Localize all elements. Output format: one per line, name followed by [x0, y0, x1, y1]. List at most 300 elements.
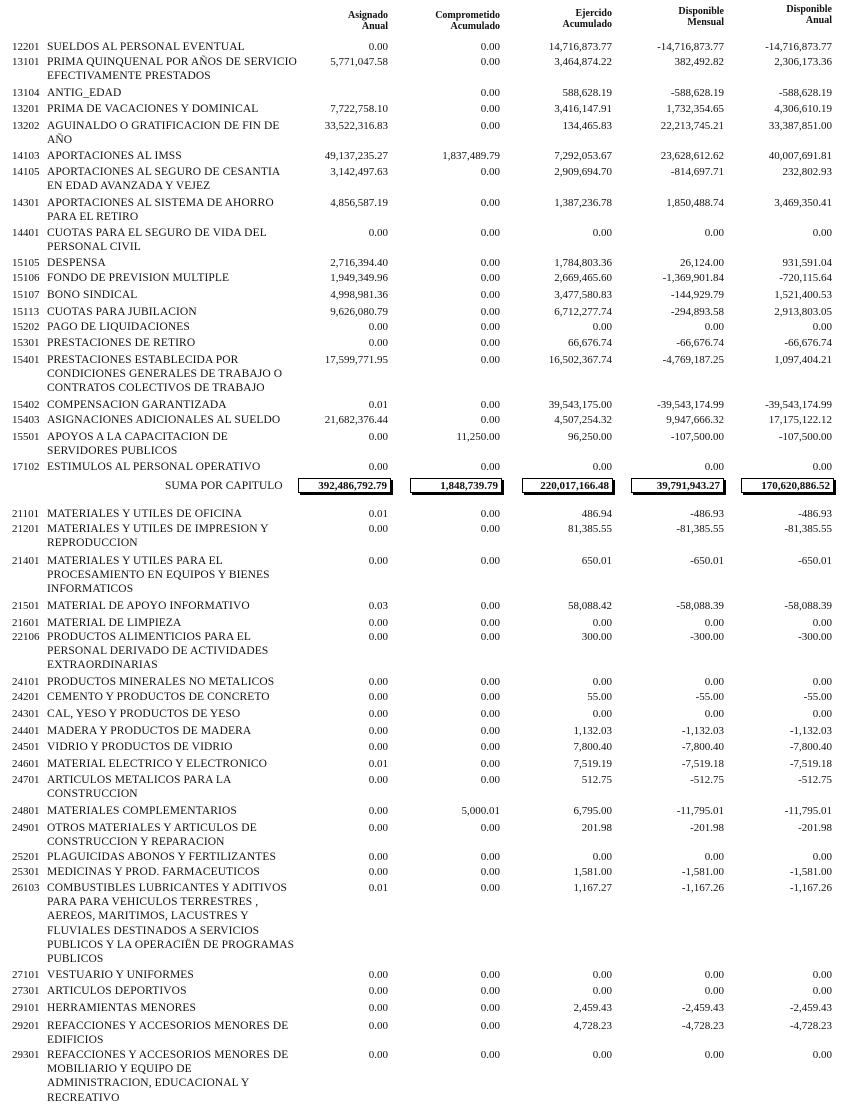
account-code: 24301 [12, 708, 40, 720]
disponible-mensual-value: -588,628.19 [670, 87, 724, 99]
comprometido-value: 0.00 [480, 882, 500, 894]
comprometido-value: 0.00 [480, 103, 500, 115]
account-code: 14401 [12, 227, 40, 239]
asignado-value: 21,682,376.44 [324, 414, 388, 426]
ejercido-value: 0.00 [592, 676, 612, 688]
account-code: 15106 [12, 272, 40, 284]
disponible-anual-value: -14,716,873.77 [765, 41, 832, 53]
disponible-anual-value: 2,306,173.36 [774, 56, 832, 68]
account-name: AGUINALDO O GRATIFICACION DE FIN DE AÑO [47, 120, 280, 147]
disponible-anual-value: 0.00 [812, 1049, 832, 1061]
disponible-anual-value: 33,387,851.00 [768, 120, 832, 132]
account-code: 25201 [12, 851, 40, 863]
disponible-anual-value: 40,007,691.81 [768, 150, 832, 162]
ejercido-value: 2,669,465.60 [554, 272, 612, 284]
disponible-mensual-value: -7,519.18 [681, 758, 724, 770]
total-label: SUMA POR CAPITULO [165, 480, 283, 492]
ejercido-value: 0.00 [592, 851, 612, 863]
comprometido-value: 0.00 [480, 461, 500, 473]
comprometido-value: 0.00 [480, 166, 500, 178]
comprometido-value: 0.00 [480, 272, 500, 284]
disponible-mensual-value: -814,697.71 [670, 166, 724, 178]
comprometido-value: 0.00 [480, 985, 500, 997]
account-code: 15105 [12, 257, 40, 269]
asignado-value: 4,856,587.19 [330, 197, 388, 209]
disponible-mensual-value: 0.00 [704, 676, 724, 688]
account-name: ESTIMULOS AL PERSONAL OPERATIVO [47, 461, 261, 473]
ejercido-value: 1,132.03 [573, 725, 612, 737]
account-code: 13101 [12, 56, 40, 68]
comprometido-value: 0.00 [480, 321, 500, 333]
account-code: 15501 [12, 431, 40, 443]
asignado-value: 0.00 [368, 631, 388, 643]
header-line: Asignado [347, 10, 388, 21]
ejercido-value: 0.00 [592, 321, 612, 333]
account-name: MATERIAL DE LIMPIEZA [47, 617, 182, 629]
ejercido-value: 3,416,147.91 [554, 103, 612, 115]
disponible-mensual-value: 1,732,354.65 [666, 103, 724, 115]
header-line: Mensual [687, 17, 724, 28]
ejercido-value: 7,800.40 [573, 741, 612, 753]
comprometido-value: 11,250.00 [456, 431, 500, 443]
ejercido-value: 3,464,874.22 [554, 56, 612, 68]
account-code: 14103 [12, 150, 40, 162]
disponible-mensual-value: -11,795.01 [676, 805, 724, 817]
ejercido-value: 6,795.00 [573, 805, 612, 817]
account-name: CUOTAS PARA JUBILACION [47, 306, 197, 318]
asignado-value: 49,137,235.27 [324, 150, 388, 162]
asignado-value: 0.00 [368, 41, 388, 53]
disponible-anual-value: -512.75 [798, 774, 832, 786]
asignado-value: 0.00 [368, 866, 388, 878]
header-line: Acumulado [450, 21, 500, 32]
comprometido-value: 0.00 [480, 617, 500, 629]
asignado-value: 0.00 [368, 822, 388, 834]
comprometido-value: 0.00 [480, 523, 500, 535]
account-name: OTROS MATERIALES Y ARTICULOS DE CONSTRUCCION Y REPARACION [47, 822, 257, 849]
disponible-anual-value: -7,519.18 [789, 758, 832, 770]
ejercido-value: 2,909,694.70 [554, 166, 612, 178]
account-code: 24101 [12, 676, 40, 688]
ejercido-value: 0.00 [592, 227, 612, 239]
asignado-value: 7,722,758.10 [330, 103, 388, 115]
ejercido-value: 39,543,175.00 [548, 399, 612, 411]
ejercido-value: 134,465.83 [562, 120, 612, 132]
asignado-value: 0.01 [368, 508, 388, 520]
account-name: ASIGNACIONES ADICIONALES AL SUELDO [47, 414, 281, 426]
total-disponible-mensual-value: 39,791,943.27 [631, 478, 724, 493]
account-name: APORTACIONES AL SEGURO DE CESANTIA EN EDAD AVANZADA Y VEJEZ [47, 166, 280, 193]
disponible-anual-value: -300.00 [798, 631, 832, 643]
comprometido-value: 0.00 [480, 600, 500, 612]
account-code: 27301 [12, 985, 40, 997]
asignado-value: 0.00 [368, 1049, 388, 1061]
total-asignado-value: 392,486,792.79 [298, 478, 391, 493]
disponible-anual-value: 17,175,122.12 [768, 414, 832, 426]
account-code: 21101 [12, 508, 40, 520]
disponible-mensual-value: -486.93 [690, 508, 724, 520]
comprometido-value: 0.00 [480, 691, 500, 703]
asignado-value: 5,771,047.58 [330, 56, 388, 68]
account-name: ARTICULOS METALICOS PARA LA CONSTRUCCION [47, 774, 231, 801]
ejercido-value: 16,502,367.74 [548, 354, 612, 366]
account-name: MATERIALES Y UTILES DE OFICINA [47, 508, 243, 520]
comprometido-value: 0.00 [480, 969, 500, 981]
comprometido-value: 0.00 [480, 1020, 500, 1032]
disponible-anual-value: 0.00 [812, 461, 832, 473]
disponible-mensual-value: -144,929.79 [670, 289, 724, 301]
account-name: HERRAMIENTAS MENORES [47, 1002, 196, 1014]
disponible-mensual-value: 382,492.82 [674, 56, 724, 68]
asignado-value: 0.00 [368, 431, 388, 443]
account-name: ARTICULOS DEPORTIVOS [47, 985, 187, 997]
comprometido-value: 0.00 [480, 555, 500, 567]
ejercido-value: 1,581.00 [573, 866, 612, 878]
account-name: MATERIALES Y UTILES PARA EL PROCESAMIENTO EN EQUIPOS Y BIENES INFORMATICOS [47, 555, 270, 596]
asignado-value: 0.00 [368, 337, 388, 349]
account-code: 24501 [12, 741, 40, 753]
disponible-anual-value: 1,521,400.53 [774, 289, 832, 301]
asignado-value: 0.01 [368, 882, 388, 894]
asignado-value: 0.00 [368, 321, 388, 333]
comprometido-value: 0.00 [480, 197, 500, 209]
header-line: Acumulado [562, 19, 612, 30]
asignado-value: 0.00 [368, 985, 388, 997]
asignado-value: 0.00 [368, 1002, 388, 1014]
ejercido-value: 96,250.00 [568, 431, 612, 443]
ejercido-value: 0.00 [592, 985, 612, 997]
account-name: MATERIALES COMPLEMENTARIOS [47, 805, 237, 817]
comprometido-value: 0.00 [480, 227, 500, 239]
account-name: DESPENSA [47, 257, 106, 269]
disponible-mensual-value: 0.00 [704, 1049, 724, 1061]
comprometido-value: 0.00 [480, 741, 500, 753]
disponible-mensual-value: -1,369,901.84 [662, 272, 724, 284]
account-code: 15402 [12, 399, 40, 411]
ejercido-value: 0.00 [592, 969, 612, 981]
disponible-mensual-value: -1,167.26 [681, 882, 724, 894]
asignado-value: 0.01 [368, 399, 388, 411]
account-name: COMBUSTIBLES LUBRICANTES Y ADITIVOS PARA PARA VEHICULOS TERRESTRES , AEREOS, MARITIMOS, LACUSTRES Y FLUVIALES DESTINADOS A SERVICIOS PUBLICOS Y LA OPERACIËN DE PROGRAMAS PUBLICOS [47, 882, 295, 966]
comprometido-value: 0.00 [480, 1049, 500, 1061]
asignado-value: 0.00 [368, 676, 388, 688]
disponible-anual-value: 0.00 [812, 617, 832, 629]
comprometido-value: 0.00 [480, 1002, 500, 1014]
disponible-anual-value: 3,469,350.41 [774, 197, 832, 209]
ejercido-value: 58,088.42 [568, 600, 612, 612]
asignado-value: 2,716,394.40 [330, 257, 388, 269]
account-code: 14105 [12, 166, 40, 178]
ejercido-value: 4,507,254.32 [554, 414, 612, 426]
asignado-value: 0.00 [368, 805, 388, 817]
account-name: PAGO DE LIQUIDACIONES [47, 321, 190, 333]
disponible-mensual-value: -512.75 [690, 774, 724, 786]
account-code: 21201 [12, 523, 40, 535]
disponible-anual-value: -107,500.00 [778, 431, 832, 443]
disponible-anual-value: -55.00 [803, 691, 832, 703]
ejercido-value: 588,628.19 [562, 87, 612, 99]
disponible-mensual-value: -1,132.03 [681, 725, 724, 737]
account-code: 15403 [12, 414, 40, 426]
asignado-value: 0.00 [368, 774, 388, 786]
asignado-value: 9,626,080.79 [330, 306, 388, 318]
disponible-mensual-value: -1,581.00 [681, 866, 724, 878]
account-name: CUOTAS PARA EL SEGURO DE VIDA DEL PERSONAL CIVIL [47, 227, 267, 254]
account-name: MATERIAL ELECTRICO Y ELECTRONICO [47, 758, 268, 770]
comprometido-value: 0.00 [480, 414, 500, 426]
account-name: ANTIG_EDAD [47, 87, 122, 99]
account-name: PRODUCTOS MINERALES NO METALICOS [47, 676, 275, 688]
disponible-mensual-value: 0.00 [704, 321, 724, 333]
account-name: PLAGUICIDAS ABONOS Y FERTILIZANTES [47, 851, 276, 863]
asignado-value: 0.00 [368, 969, 388, 981]
disponible-mensual-value: 0.00 [704, 969, 724, 981]
asignado-value: 33,522,316.83 [324, 120, 388, 132]
account-code: 21501 [12, 600, 40, 612]
ejercido-value: 81,385.55 [568, 523, 612, 535]
ejercido-value: 0.00 [592, 461, 612, 473]
disponible-anual-value: 0.00 [812, 708, 832, 720]
disponible-anual-value: -58,088.39 [784, 600, 832, 612]
header-line: Anual [361, 21, 388, 32]
disponible-anual-value: -11,795.01 [784, 805, 832, 817]
disponible-mensual-value: 22,213,745.21 [660, 120, 724, 132]
disponible-mensual-value: -107,500.00 [670, 431, 724, 443]
ejercido-value: 300.00 [581, 631, 612, 643]
account-name: MEDICINAS Y PROD. FARMACEUTICOS [47, 866, 260, 878]
account-code: 22106 [12, 631, 40, 643]
header-line: Disponible [678, 6, 724, 17]
disponible-anual-value: -81,385.55 [784, 523, 832, 535]
disponible-anual-value: -2,459.43 [789, 1002, 832, 1014]
account-name: SUELDOS AL PERSONAL EVENTUAL [47, 41, 245, 53]
account-code: 24801 [12, 805, 40, 817]
comprometido-value: 1,837,489.79 [442, 150, 500, 162]
disponible-anual-value: -66,676.74 [784, 337, 832, 349]
asignado-value: 17,599,771.95 [324, 354, 388, 366]
disponible-mensual-value: -7,800.40 [681, 741, 724, 753]
total-comprometido-value: 1,848,739.79 [410, 478, 502, 493]
disponible-mensual-value: -14,716,873.77 [657, 41, 724, 53]
disponible-anual-value: 0.00 [812, 985, 832, 997]
account-code: 24901 [12, 822, 40, 834]
account-name: REFACCIONES Y ACCESORIOS MENORES DE MOBILIARIO Y EQUIPO DE ADMINISTRACION, EDUCACIONAL Y RECREATIVO [47, 1049, 289, 1104]
disponible-anual-value: -588,628.19 [778, 87, 832, 99]
asignado-value: 0.00 [368, 741, 388, 753]
disponible-anual-value: 0.00 [812, 851, 832, 863]
account-code: 24201 [12, 691, 40, 703]
total-ejercido-value: 220,017,166.48 [522, 478, 613, 493]
disponible-anual-value: -4,728.23 [789, 1020, 832, 1032]
disponible-mensual-value: -650.01 [690, 555, 724, 567]
comprometido-value: 0.00 [480, 120, 500, 132]
account-name: PRIMA DE VACACIONES Y DOMINICAL [47, 103, 259, 115]
account-name: CAL, YESO Y PRODUCTOS DE YESO [47, 708, 241, 720]
asignado-value: 0.00 [368, 461, 388, 473]
asignado-value: 0.00 [368, 1020, 388, 1032]
account-code: 14301 [12, 197, 40, 209]
comprometido-value: 0.00 [480, 306, 500, 318]
comprometido-value: 0.00 [480, 708, 500, 720]
account-code: 15301 [12, 337, 40, 349]
disponible-mensual-value: 9,947,666.32 [666, 414, 724, 426]
ejercido-value: 650.01 [581, 555, 612, 567]
disponible-mensual-value: 0.00 [704, 708, 724, 720]
disponible-anual-value: 0.00 [812, 227, 832, 239]
disponible-mensual-value: -4,728.23 [681, 1020, 724, 1032]
asignado-value: 0.00 [368, 555, 388, 567]
account-name: FONDO DE PREVISION MULTIPLE [47, 272, 230, 284]
account-code: 15107 [12, 289, 40, 301]
account-code: 13201 [12, 103, 40, 115]
comprometido-value: 0.00 [480, 774, 500, 786]
ejercido-value: 2,459.43 [573, 1002, 612, 1014]
account-code: 24701 [12, 774, 40, 786]
disponible-anual-value: 931,591.04 [782, 257, 832, 269]
ejercido-value: 4,728.23 [573, 1020, 612, 1032]
account-name: PRODUCTOS ALIMENTICIOS PARA EL PERSONAL DERIVADO DE ACTIVIDADES EXTRAORDINARIAS [47, 631, 269, 672]
account-code: 13104 [12, 87, 40, 99]
ejercido-value: 1,784,803.36 [554, 257, 612, 269]
account-code: 13202 [12, 120, 40, 132]
asignado-value: 0.01 [368, 758, 388, 770]
disponible-anual-value: -39,543,174.99 [765, 399, 832, 411]
ejercido-value: 3,477,580.83 [554, 289, 612, 301]
account-name: BONO SINDICAL [47, 289, 138, 301]
comprometido-value: 0.00 [480, 725, 500, 737]
account-name: APORTACIONES AL IMSS [47, 150, 182, 162]
comprometido-value: 0.00 [480, 822, 500, 834]
account-code: 21601 [12, 617, 40, 629]
disponible-mensual-value: 0.00 [704, 461, 724, 473]
disponible-mensual-value: 0.00 [704, 985, 724, 997]
asignado-value: 1,949,349.96 [330, 272, 388, 284]
ejercido-value: 6,712,277.74 [554, 306, 612, 318]
disponible-anual-value: -486.93 [798, 508, 832, 520]
account-name: PRESTACIONES DE RETIRO [47, 337, 196, 349]
comprometido-value: 0.00 [480, 851, 500, 863]
account-name: MATERIALES Y UTILES DE IMPRESION Y REPRODUCCION [47, 523, 269, 550]
account-code: 27101 [12, 969, 40, 981]
comprometido-value: 0.00 [480, 508, 500, 520]
disponible-anual-value: -7,800.40 [789, 741, 832, 753]
ejercido-value: 0.00 [592, 1049, 612, 1061]
disponible-anual-value: 0.00 [812, 969, 832, 981]
ejercido-value: 201.98 [581, 822, 612, 834]
disponible-anual-value: 4,306,610.19 [774, 103, 832, 115]
disponible-mensual-value: -2,459.43 [681, 1002, 724, 1014]
disponible-anual-value: -1,132.03 [789, 725, 832, 737]
header-line: Comprometido [435, 10, 500, 21]
account-code: 15401 [12, 354, 40, 366]
disponible-mensual-value: 0.00 [704, 851, 724, 863]
account-code: 24601 [12, 758, 40, 770]
disponible-mensual-value: -39,543,174.99 [657, 399, 724, 411]
comprometido-value: 0.00 [480, 866, 500, 878]
disponible-anual-value: 2,913,803.05 [774, 306, 832, 318]
account-code: 15202 [12, 321, 40, 333]
disponible-mensual-value: 1,850,488.74 [666, 197, 724, 209]
asignado-value: 0.00 [368, 725, 388, 737]
comprometido-value: 0.00 [480, 56, 500, 68]
account-code: 29301 [12, 1049, 40, 1061]
ejercido-value: 486.94 [581, 508, 612, 520]
disponible-mensual-value: -201.98 [690, 822, 724, 834]
account-name: CEMENTO Y PRODUCTOS DE CONCRETO [47, 691, 270, 703]
account-name: VIDRIO Y PRODUCTOS DE VIDRIO [47, 741, 233, 753]
disponible-anual-value: 232,802.93 [782, 166, 832, 178]
asignado-value: 0.00 [368, 708, 388, 720]
header-line: Ejercido [575, 8, 612, 19]
disponible-anual-value: 0.00 [812, 321, 832, 333]
ejercido-value: 14,716,873.77 [548, 41, 612, 53]
disponible-mensual-value: 0.00 [704, 227, 724, 239]
disponible-anual-value: -201.98 [798, 822, 832, 834]
comprometido-value: 0.00 [480, 676, 500, 688]
total-disponible-anual-value: 170,620,886.52 [741, 478, 834, 493]
account-name: VESTUARIO Y UNIFORMES [47, 969, 194, 981]
ejercido-value: 0.00 [592, 708, 612, 720]
ejercido-value: 1,387,236.78 [554, 197, 612, 209]
account-code: 15113 [12, 306, 40, 318]
account-code: 12201 [12, 41, 40, 53]
account-name: APORTACIONES AL SISTEMA DE AHORRO PARA EL RETIRO [47, 197, 274, 224]
header-line: Disponible [786, 4, 832, 15]
asignado-value: 0.00 [368, 617, 388, 629]
disponible-anual-value: -1,581.00 [789, 866, 832, 878]
asignado-value: 4,998,981.36 [330, 289, 388, 301]
account-name: COMPENSACION GARANTIZADA [47, 399, 227, 411]
comprometido-value: 0.00 [480, 354, 500, 366]
ejercido-value: 66,676.74 [568, 337, 612, 349]
comprometido-value: 0.00 [480, 758, 500, 770]
comprometido-value: 0.00 [480, 631, 500, 643]
account-code: 29201 [12, 1020, 40, 1032]
account-name: PRESTACIONES ESTABLECIDA POR CONDICIONES GENERALES DE TRABAJO O CONTRATOS COLECTIVOS DE TRABAJO [47, 354, 283, 395]
account-code: 24401 [12, 725, 40, 737]
disponible-anual-value: -650.01 [798, 555, 832, 567]
disponible-anual-value: -720,115.64 [779, 272, 832, 284]
header-line: Anual [805, 15, 832, 26]
comprometido-value: 0.00 [480, 257, 500, 269]
disponible-mensual-value: -55.00 [695, 691, 724, 703]
account-code: 17102 [12, 461, 40, 473]
disponible-mensual-value: -294,893.58 [670, 306, 724, 318]
account-code: 29101 [12, 1002, 40, 1014]
comprometido-value: 5,000.01 [461, 805, 500, 817]
account-name: MADERA Y PRODUCTOS DE MADERA [47, 725, 252, 737]
ejercido-value: 512.75 [581, 774, 612, 786]
comprometido-value: 0.00 [480, 399, 500, 411]
account-name: MATERIAL DE APOYO INFORMATIVO [47, 600, 250, 612]
account-name: PRIMA QUINQUENAL POR AÑOS DE SERVICIO EFECTIVAMENTE PRESTADOS [47, 56, 297, 83]
disponible-mensual-value: -66,676.74 [676, 337, 724, 349]
disponible-mensual-value: 23,628,612.62 [660, 150, 724, 162]
account-name: APOYOS A LA CAPACITACION DE SERVIDORES PUBLICOS [47, 431, 228, 458]
comprometido-value: 0.00 [480, 289, 500, 301]
ejercido-value: 55.00 [587, 691, 612, 703]
disponible-mensual-value: -300.00 [690, 631, 724, 643]
asignado-value: 0.00 [368, 691, 388, 703]
disponible-anual-value: 1,097,404.21 [774, 354, 832, 366]
disponible-mensual-value: -81,385.55 [676, 523, 724, 535]
disponible-mensual-value: 0.00 [704, 617, 724, 629]
disponible-anual-value: -1,167.26 [789, 882, 832, 894]
asignado-value: 0.03 [368, 600, 388, 612]
disponible-mensual-value: -58,088.39 [676, 600, 724, 612]
ejercido-value: 0.00 [592, 617, 612, 629]
account-code: 25301 [12, 866, 40, 878]
